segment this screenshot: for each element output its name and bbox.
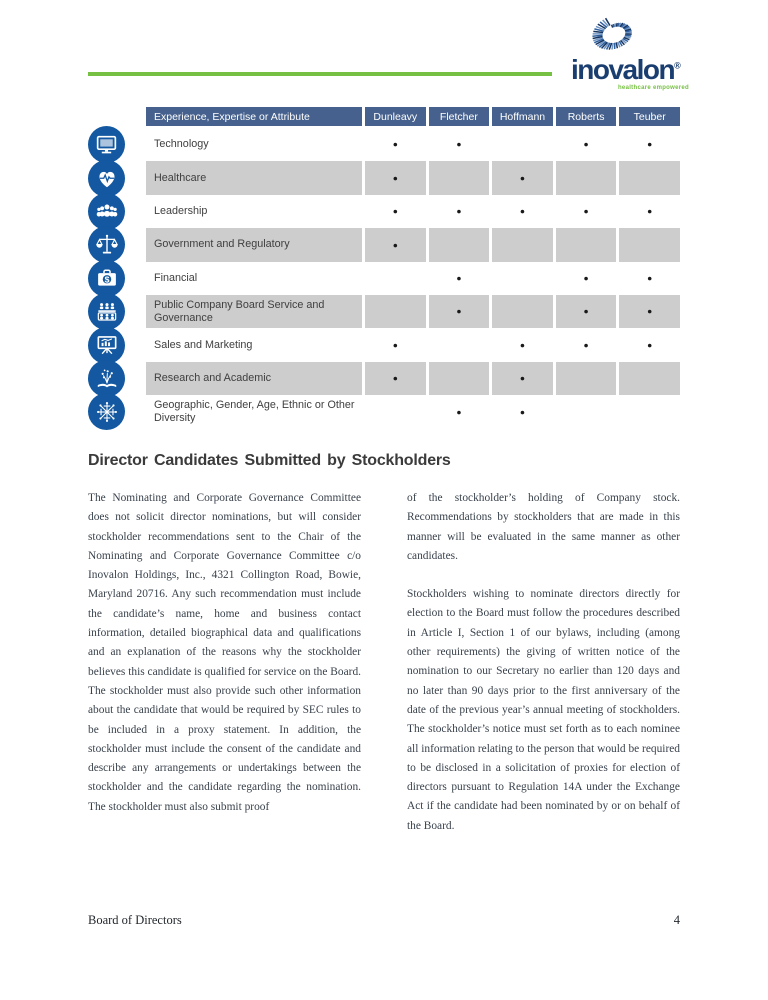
attribute-empty-cell (619, 395, 680, 428)
director-column-header: Teuber (619, 107, 680, 126)
mark-dot: ● (456, 206, 462, 217)
footer-section-label: Board of Directors (88, 913, 182, 927)
mark-dot: ● (583, 339, 589, 350)
briefcase-dollar-icon (88, 260, 125, 297)
logo-wordmark: inovalon® (571, 54, 681, 85)
matrix-row (88, 328, 680, 361)
attribute-empty-cell (429, 228, 490, 261)
attribute-mark-cell (619, 295, 680, 328)
attribute-mark-cell (429, 395, 490, 428)
skills-matrix-table (88, 107, 680, 429)
mark-dot: ● (519, 206, 526, 217)
row-icon-column (88, 395, 146, 428)
diversity-network-icon (88, 393, 125, 430)
mark-dot: ● (583, 206, 589, 217)
mark-dot: ● (456, 406, 462, 417)
attribute-empty-cell (556, 161, 617, 194)
people-group-icon (88, 193, 125, 230)
attribute-mark-cell (365, 228, 426, 261)
attribute-mark-cell (492, 395, 553, 428)
attribute-column-header: Experience, Expertise or Attribute (146, 107, 362, 126)
attribute-empty-cell (429, 328, 490, 361)
mark-dot: ● (583, 273, 589, 283)
director-column-header: Hoffmann (492, 107, 553, 126)
logo-tagline: healthcare empowered (617, 85, 689, 91)
matrix-row (88, 395, 680, 428)
attribute-mark-cell (429, 295, 490, 328)
matrix-row (88, 295, 680, 328)
attribute-mark-cell (365, 195, 426, 228)
attribute-mark-cell (365, 328, 426, 361)
attribute-empty-cell (556, 228, 617, 261)
row-icon-column (88, 195, 146, 228)
mark-dot: ● (647, 139, 653, 150)
attribute-empty-cell (429, 362, 490, 395)
attribute-label: Government and Regulatory (146, 228, 362, 261)
director-column-header: Roberts (556, 107, 617, 126)
row-icon-column (88, 228, 146, 261)
attribute-mark-cell (429, 262, 490, 295)
mark-dot: ● (456, 273, 462, 283)
attribute-empty-cell (492, 128, 553, 161)
attribute-label: Geographic, Gender, Age, Ethnic or Other Diversity (154, 398, 355, 424)
director-column-header: Dunleavy (365, 107, 426, 126)
mark-dot: ● (647, 339, 653, 350)
attribute-mark-cell (556, 295, 617, 328)
mark-dot: ● (519, 172, 526, 183)
attribute-label: Healthcare (146, 161, 362, 194)
matrix-row (88, 128, 680, 161)
mark-dot: ● (647, 206, 653, 217)
attribute-empty-cell (619, 161, 680, 194)
attribute-mark-cell (429, 195, 490, 228)
matrix-row (88, 195, 680, 228)
attribute-mark-cell (556, 262, 617, 295)
attribute-empty-cell (619, 228, 680, 261)
attribute-label: Leadership (154, 204, 208, 217)
attribute-label: Technology (154, 138, 209, 151)
header-icon-spacer (88, 107, 146, 126)
row-icon-column (88, 262, 146, 295)
registered-trademark-symbol: ® (674, 60, 681, 71)
mark-dot: ● (519, 406, 526, 417)
mark-dot: ● (583, 139, 589, 150)
attribute-mark-cell (492, 161, 553, 194)
row-icon-column (88, 161, 146, 194)
paragraph: of the stockholder’s holding of Company stock. Recommendations by stockholders that are made in this manner will be evaluated in the same manner as other candidates. (407, 492, 680, 562)
attribute-mark-cell (492, 328, 553, 361)
attribute-empty-cell (556, 362, 617, 395)
attribute-label: Public Company Board Service and Governance (146, 295, 362, 328)
header-divider-rule (88, 72, 552, 76)
attribute-empty-cell (365, 262, 426, 295)
inovalon-spiral-icon (585, 10, 645, 58)
matrix-header-row (88, 107, 680, 126)
mark-dot: ● (647, 273, 653, 283)
attribute-empty-cell (556, 395, 617, 428)
attribute-mark-cell (619, 328, 680, 361)
mark-dot: ● (456, 139, 462, 150)
matrix-row (88, 228, 680, 261)
attribute-mark-cell (492, 362, 553, 395)
attribute-mark-cell (556, 195, 617, 228)
attribute-mark-cell (429, 128, 490, 161)
mark-dot: ● (392, 339, 398, 350)
scales-icon (88, 226, 125, 263)
mark-dot: ● (392, 139, 398, 150)
matrix-row (88, 262, 680, 295)
row-icon-column (88, 128, 146, 161)
director-column-header: Fletcher (429, 107, 490, 126)
attribute-mark-cell (365, 362, 426, 395)
attribute-empty-cell (619, 362, 680, 395)
mark-dot: ● (392, 239, 398, 250)
monitor-icon (88, 126, 125, 163)
attribute-empty-cell (492, 262, 553, 295)
attribute-label: Sales and Marketing (154, 338, 253, 351)
attribute-empty-cell (365, 295, 426, 328)
mark-dot: ● (583, 306, 589, 317)
presentation-chart-icon (88, 327, 125, 364)
mark-dot: ● (647, 306, 653, 317)
mark-dot: ● (392, 172, 398, 183)
section-heading: Director Candidates Submitted by Stockholders (88, 452, 451, 469)
attribute-empty-cell (365, 395, 426, 428)
attribute-empty-cell (492, 295, 553, 328)
inovalon-logo (571, 10, 691, 91)
matrix-rows (88, 128, 680, 429)
matrix-row (88, 161, 680, 194)
attribute-label: Research and Academic (146, 362, 362, 395)
body-text-columns (88, 489, 680, 855)
svg-text:$: $ (104, 274, 109, 285)
attribute-mark-cell (556, 328, 617, 361)
body-right-column (407, 489, 680, 855)
attribute-mark-cell (556, 128, 617, 161)
attribute-mark-cell (619, 195, 680, 228)
mark-dot: ● (392, 373, 398, 384)
row-icon-column (88, 328, 146, 361)
attribute-mark-cell (492, 195, 553, 228)
mark-dot: ● (519, 339, 526, 350)
row-icon-column (88, 362, 146, 395)
heart-pulse-icon (88, 160, 125, 197)
mark-dot: ● (392, 206, 398, 217)
attribute-label: Financial (154, 271, 198, 284)
footer-page-number: 4 (673, 913, 680, 927)
book-ideas-icon (88, 360, 125, 397)
mark-dot: ● (456, 306, 462, 317)
attribute-mark-cell (619, 262, 680, 295)
paragraph: The Nominating and Corporate Governance Committee does not solicit director nominations, but will consider stockholder recommendations sent to the Chair of the Nominating and Corporate Governance Committee c/o Inovalon Holdings, Inc., 4321 Collington Road, Bowie, Maryland 20716. Any such recommendation must include the candidate’s name, home and business contact information, detailed biographical data and qualifications and an explanation of the reasons why the stockholder believes this candidate is qualified for service on the Board. The stockholder must also provide such other information about the candidate that would be required by SEC rules to be included in a proxy statement. In addition, the stockholder must include the consent of the candidate and describe any arrangements or undertakings between the stockholder and the candidate regarding the nomination. The stockholder must also submit proof (88, 492, 361, 813)
attribute-mark-cell (365, 128, 426, 161)
attribute-mark-cell (619, 128, 680, 161)
matrix-row (88, 362, 680, 395)
attribute-empty-cell (492, 228, 553, 261)
attribute-mark-cell (365, 161, 426, 194)
attribute-empty-cell (429, 161, 490, 194)
body-left-column (88, 489, 361, 855)
mark-dot: ● (519, 373, 526, 384)
paragraph: Stockholders wishing to nominate directors directly for election to the Board must follow the procedures described in Article I, Section 1 of our bylaws, including (among other requirements) the giving of written notice of the nomination to our Secretary no earlier than 120 days and no later than 90 days prior to the first anniversary of the date of the previous year’s annual meeting of stockholders. The stockholder’s notice must set forth as to each nominee all information relating to the person that would be required to be disclosed in a solicitation of proxies for election of directors pursuant to Regulation 14A under the Exchange Act if the candidate had been nominated by or on behalf of the Board. (407, 588, 680, 832)
board-members-icon (88, 293, 125, 330)
row-icon-column (88, 295, 146, 328)
